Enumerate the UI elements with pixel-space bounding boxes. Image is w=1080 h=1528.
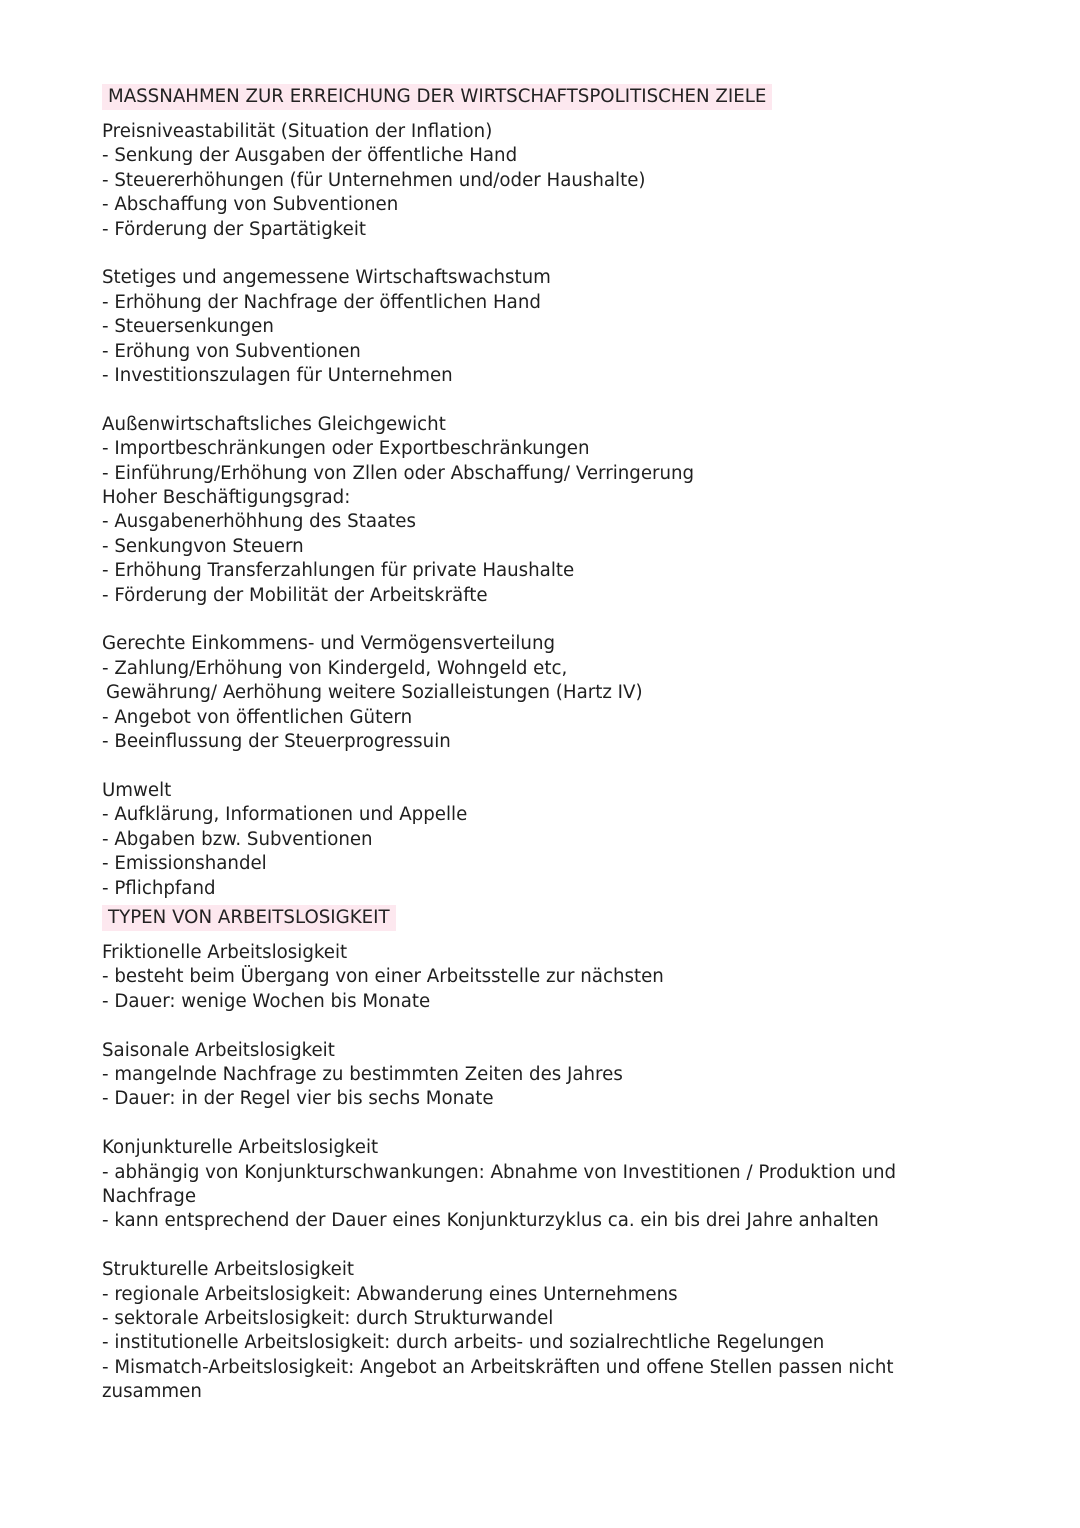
list-item: - Importbeschränkungen oder Exportbeschränkungen bbox=[102, 438, 590, 460]
section-title: Friktionelle Arbeitslosigkeit bbox=[102, 941, 348, 963]
list-item: - Aufklärung, Informationen und Appelle bbox=[102, 804, 468, 826]
list-item: zusammen bbox=[102, 1381, 202, 1403]
section-umwelt bbox=[102, 779, 982, 901]
list-item: - sektorale Arbeitslosigkeit: durch Strukturwandel bbox=[102, 1307, 554, 1329]
list-item: - Zahlung/Erhöhung von Kindergeld, Wohngeld etc, bbox=[102, 657, 568, 679]
list-item: - mangelnde Nachfrage zu bestimmten Zeiten des Jahres bbox=[102, 1063, 623, 1085]
list-item: - Emissionshandel bbox=[102, 853, 267, 875]
section-title: Hoher Beschäftigungsgrad: bbox=[102, 487, 351, 509]
list-item: - Investitionszulagen für Unternehmen bbox=[102, 365, 453, 387]
list-item: - Senkungvon Steuern bbox=[102, 535, 304, 557]
list-item: Nachfrage bbox=[102, 1185, 197, 1207]
section-title: Umwelt bbox=[102, 779, 172, 801]
section-friktionell bbox=[102, 941, 982, 1014]
list-item: - Dauer: in der Regel vier bis sechs Monate bbox=[102, 1088, 494, 1110]
section-title: Saisonale Arbeitslosigkeit bbox=[102, 1039, 335, 1061]
section-title: Außenwirtschaftsliches Gleichgewicht bbox=[102, 413, 446, 435]
document-content bbox=[102, 84, 982, 1405]
list-item: - regionale Arbeitslosigkeit: Abwanderung eines Unternehmens bbox=[102, 1283, 678, 1305]
list-item: - besteht beim Übergang von einer Arbeitsstelle zur nächsten bbox=[102, 966, 664, 988]
list-item: - Steuererhöhungen (für Unternehmen und/oder Haushalte) bbox=[102, 169, 646, 191]
section-heading-typen bbox=[102, 905, 982, 931]
list-item: - Angebot von öffentlichen Gütern bbox=[102, 706, 413, 728]
section-wachstum bbox=[102, 266, 982, 388]
list-item: - Mismatch-Arbeitslosigkeit: Angebot an Arbeitskräften und offene Stellen passen nicht bbox=[102, 1356, 894, 1378]
section-einkommen bbox=[102, 632, 982, 754]
list-item: - Förderung der Mobilität der Arbeitskräfte bbox=[102, 584, 488, 606]
section-beschaeftigung bbox=[102, 486, 982, 608]
list-item: - Eröhung von Subventionen bbox=[102, 340, 361, 362]
list-item: - institutionelle Arbeitslosigkeit: durch arbeits- und sozialrechtliche Regelungen bbox=[102, 1332, 825, 1354]
list-item: - Förderung der Spartätigkeit bbox=[102, 218, 367, 240]
list-item: - kann entsprechend der Dauer eines Konjunkturzyklus ca. ein bis drei Jahre anhalten bbox=[102, 1210, 879, 1232]
section-title: Gerechte Einkommens- und Vermögensverteilung bbox=[102, 633, 556, 655]
section-strukturell bbox=[102, 1258, 982, 1404]
section-preisniveau bbox=[102, 120, 982, 242]
list-item: - Senkung der Ausgaben der öffentliche Hand bbox=[102, 145, 518, 167]
list-item: - Erhöhung der Nachfrage der öffentlichen Hand bbox=[102, 291, 541, 313]
heading-typen: TYPEN VON ARBEITSLOSIGKEIT bbox=[102, 905, 396, 931]
list-item: - Einführung/Erhöhung von Zllen oder Abschaffung/ Verringerung bbox=[102, 462, 695, 484]
list-item: - Beeinflussung der Steuerprogressuin bbox=[102, 731, 451, 753]
section-title: Preisniveastabilität (Situation der Inflation) bbox=[102, 121, 493, 142]
list-item: - abhängig von Konjunkturschwankungen: Abnahme von Investitionen / Produktion und bbox=[102, 1161, 897, 1183]
section-heading-massnahmen bbox=[102, 84, 982, 110]
section-saisonal bbox=[102, 1039, 982, 1112]
list-item: - Ausgabenerhöhhung des Staates bbox=[102, 511, 416, 533]
section-konjunkturell bbox=[102, 1136, 982, 1234]
list-item: - Steuersenkungen bbox=[102, 316, 274, 338]
list-item: - Pflichpfand bbox=[102, 877, 216, 899]
list-item: - Dauer: wenige Wochen bis Monate bbox=[102, 990, 431, 1012]
section-title: Stetiges und angemessene Wirtschaftswachstum bbox=[102, 267, 551, 289]
list-item: - Abschaffung von Subventionen bbox=[102, 194, 399, 216]
list-item: - Abgaben bzw. Subventionen bbox=[102, 828, 373, 850]
section-title: Strukturelle Arbeitslosigkeit bbox=[102, 1259, 355, 1281]
heading-massnahmen: MASSNAHMEN ZUR ERREICHUNG DER WIRTSCHAFTSPOLITISCHEN ZIELE bbox=[102, 84, 772, 110]
section-title: Konjunkturelle Arbeitslosigkeit bbox=[102, 1137, 379, 1159]
list-item: - Erhöhung Transferzahlungen für private Haushalte bbox=[102, 560, 575, 582]
list-item: Gewährung/ Aerhöhung weitere Sozialleistungen (Hartz IV) bbox=[106, 682, 643, 704]
section-aussenwirtschaft bbox=[102, 413, 982, 486]
